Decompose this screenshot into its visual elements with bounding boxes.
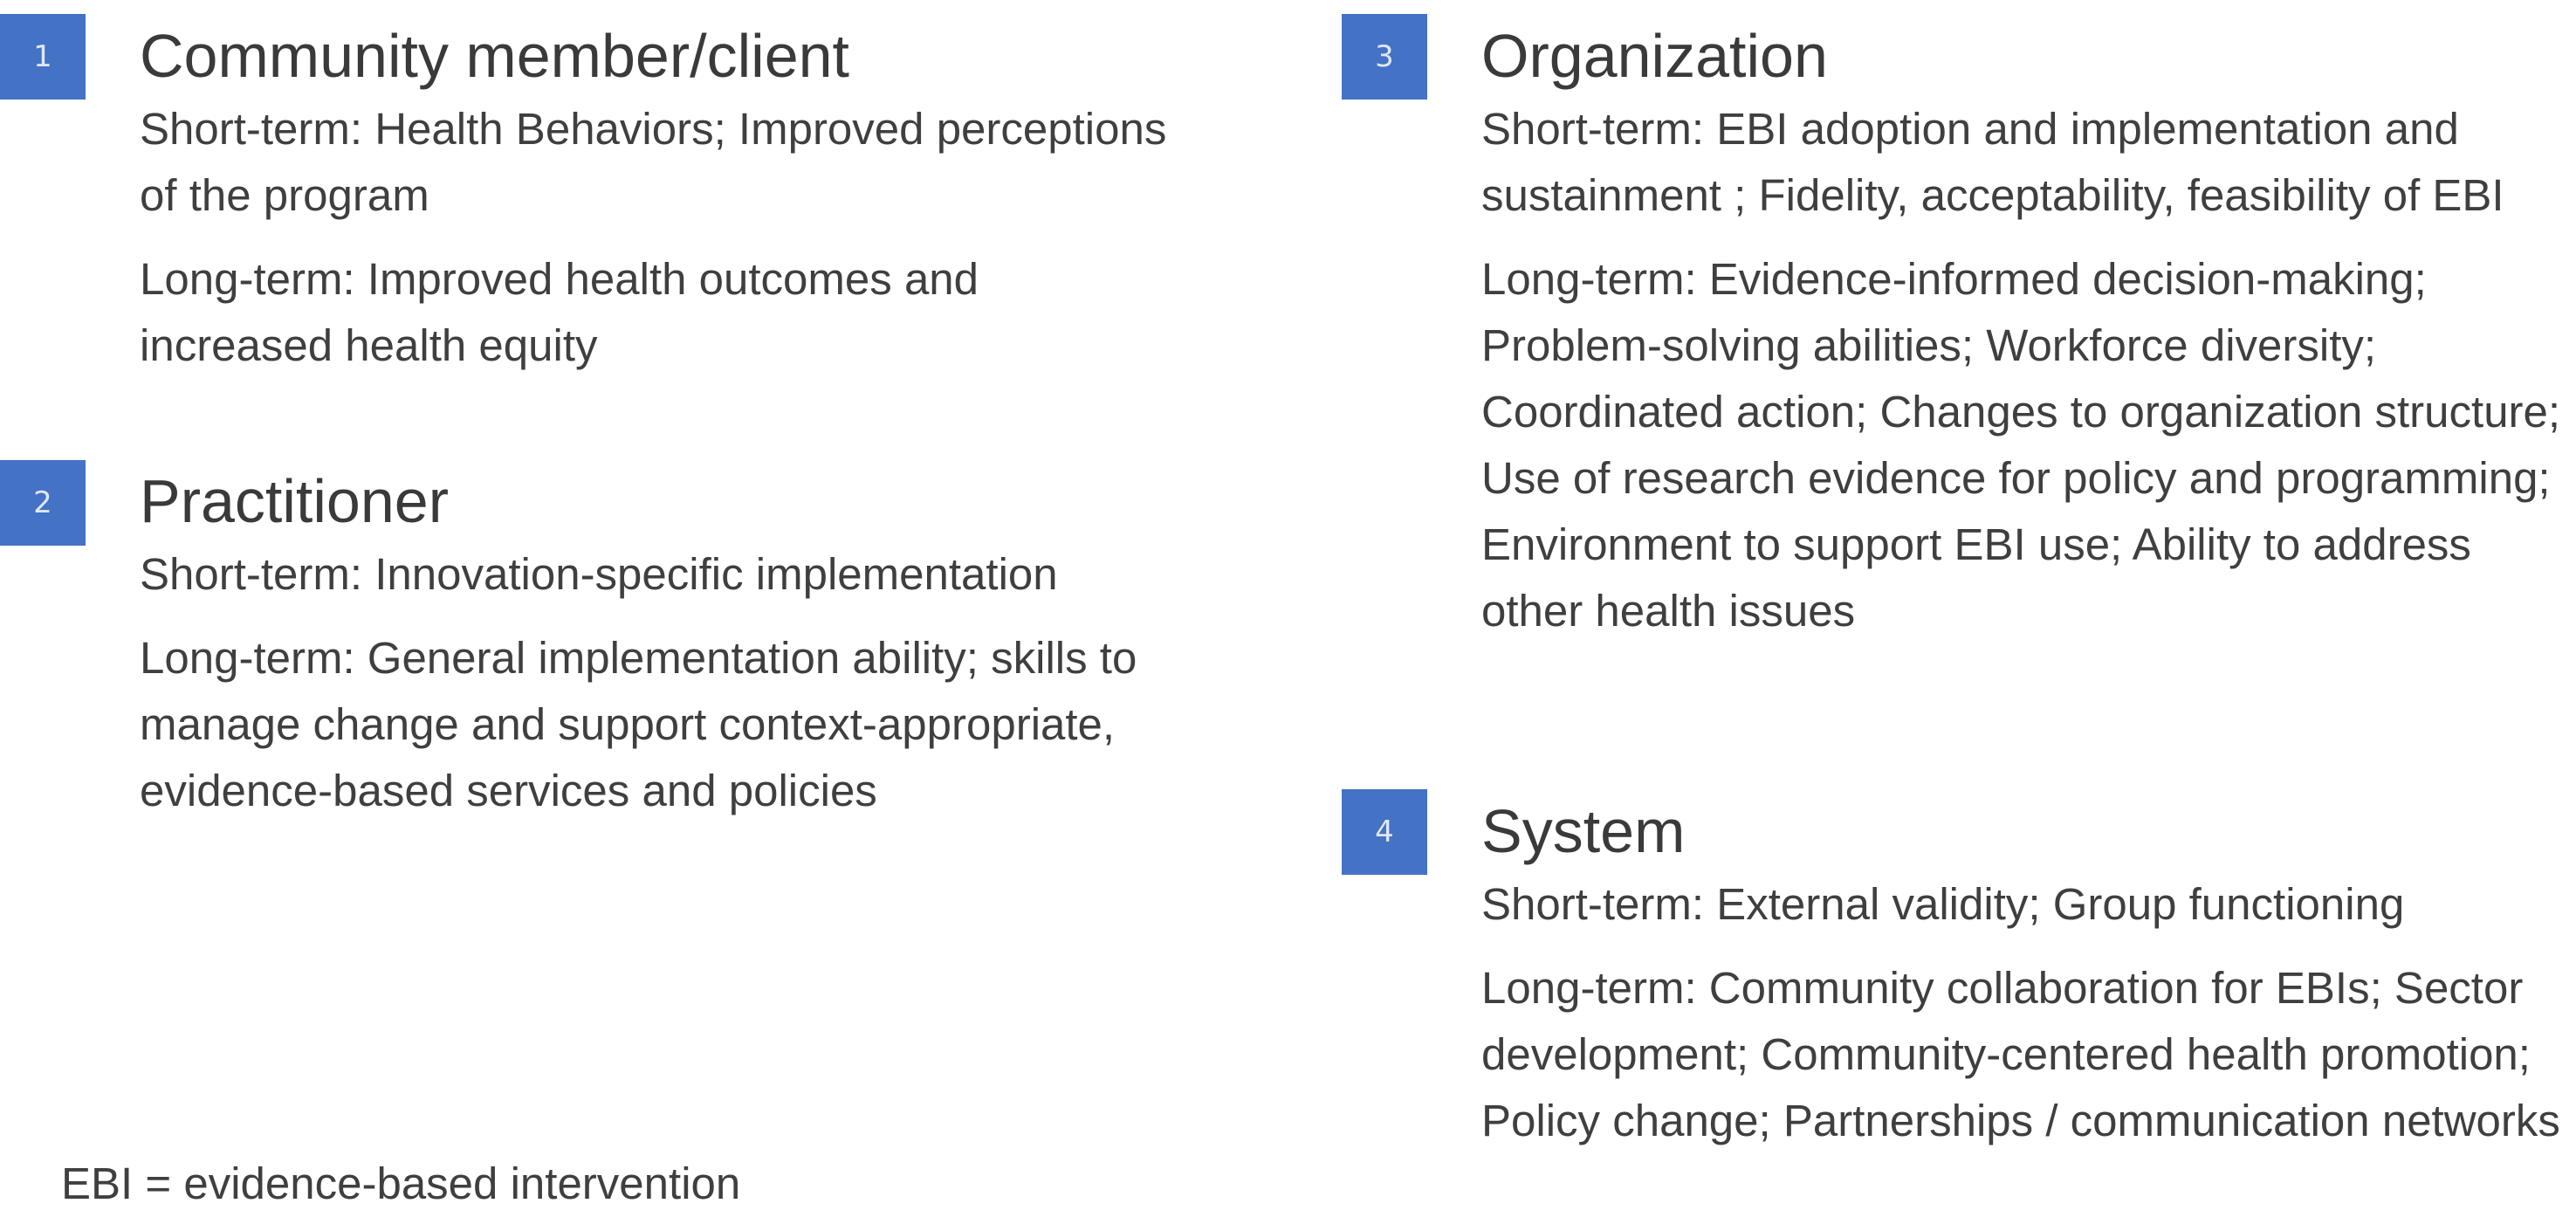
section-body (140, 17, 1178, 379)
section-number-badge: 2 (0, 460, 86, 546)
short-term-outcomes: Short-term: External validity; Group functioning (1481, 879, 2405, 929)
section-number-badge: 1 (0, 14, 86, 100)
long-term-outcomes: Long-term: Evidence-informed decision-making; Problem-solving abilities; Workforce diversity; Coordinated action; Changes to organization structure; Use of research evidence for policy and programming; Environment to support EBI use; Ability to address other health issues (1481, 254, 2561, 636)
section-title: Organization (1481, 22, 1828, 90)
section-title: System (1481, 797, 1686, 865)
footnote: EBI = evidence-based intervention (61, 1159, 741, 1208)
section-body (140, 463, 1266, 824)
section-body (1481, 793, 2576, 1154)
short-term-outcomes: Short-term: Health Behaviors; Improved perceptions of the program (140, 104, 1167, 220)
long-term-outcomes: Long-term: Community collaboration for EBIs; Sector development; Community-centered health promotion; Policy change; Partnerships / communication networks (1481, 963, 2560, 1145)
section-title: Community member/client (140, 22, 849, 90)
long-term-outcomes: Long-term: General implementation ability; skills to manage change and support context-appropriate, evidence-based services and policies (140, 633, 1137, 815)
short-term-outcomes: Short-term: EBI adoption and implementation and sustainment ; Fidelity, acceptability, feasibility of EBI (1481, 104, 2504, 220)
section-number-badge: 3 (1342, 14, 1427, 100)
long-term-outcomes: Long-term: Improved health outcomes and increased health equity (140, 254, 979, 370)
section-title: Practitioner (140, 467, 450, 535)
section-body (1481, 17, 2576, 644)
short-term-outcomes: Short-term: Innovation-specific implementation (140, 549, 1058, 599)
section-number-badge: 4 (1342, 789, 1427, 875)
